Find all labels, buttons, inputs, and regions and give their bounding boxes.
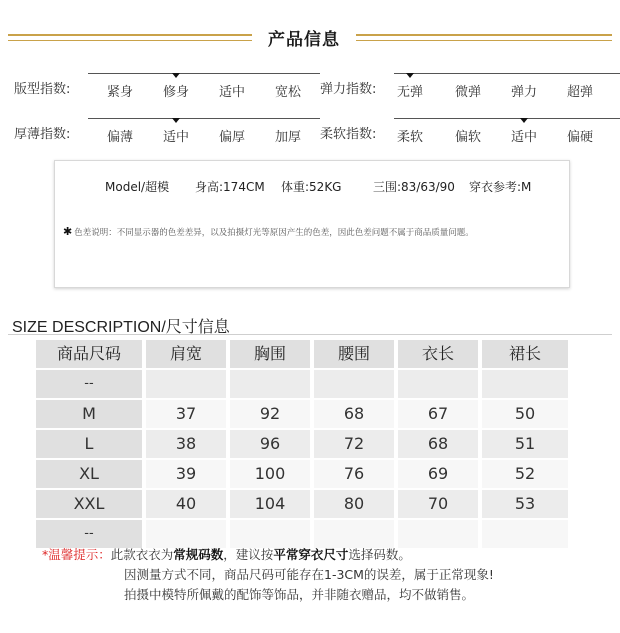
size-table-header-cell: 肩宽: [146, 340, 226, 368]
size-table-cell: L: [36, 430, 142, 458]
table-row: [36, 490, 568, 518]
size-table-cell: M: [36, 400, 142, 428]
size-table-cell: 40: [146, 490, 226, 518]
model-info-box: [54, 160, 570, 288]
size-table-cell: 69: [398, 460, 478, 488]
page-title: 产品信息: [268, 30, 340, 50]
size-table-cell: [398, 520, 478, 548]
size-table-cell: 104: [230, 490, 310, 518]
size-table-cell: 50: [482, 400, 568, 428]
size-table-cell: [482, 370, 568, 398]
indicator-option: 紧身: [106, 85, 134, 100]
size-table-cell: 51: [482, 430, 568, 458]
size-table-cell: [230, 370, 310, 398]
indicator-option: 宽松: [274, 85, 302, 100]
tips-prefix: *温馨提示：: [42, 547, 111, 562]
table-row: [36, 400, 568, 428]
size-table-cell: [398, 370, 478, 398]
size-table-cell: --: [36, 370, 142, 398]
size-table-cell: --: [36, 520, 142, 548]
model-name: Model/超模: [105, 180, 170, 194]
size-table-cell: 37: [146, 400, 226, 428]
size-table-header-cell: 衣长: [398, 340, 478, 368]
table-row: [36, 460, 568, 488]
size-table-cell: 96: [230, 430, 310, 458]
tips-line-1: [42, 545, 494, 565]
indicator-marker-icon: [520, 118, 528, 123]
size-table-cell: 39: [146, 460, 226, 488]
size-table-header-cell: 裙长: [482, 340, 568, 368]
size-table-cell: 38: [146, 430, 226, 458]
size-table-cell: 72: [314, 430, 394, 458]
size-table-cell: 52: [482, 460, 568, 488]
size-table-header-cell: 商品尺码: [36, 340, 142, 368]
color-note: [63, 225, 474, 238]
size-section-title: SIZE DESCRIPTION/尺寸信息: [12, 319, 230, 336]
tips-emphasis: 平常穿衣尺寸: [273, 547, 349, 562]
size-table-cell: [146, 370, 226, 398]
asterisk-icon: ✱: [63, 225, 73, 238]
indicator-option: 偏软: [454, 130, 482, 145]
size-table-cell: 68: [398, 430, 478, 458]
tips-text: 此款衣衣为: [110, 547, 174, 562]
size-table-cell: [230, 520, 310, 548]
tips-line-2: 因测量方式不同，商品尺码可能存在1-3CM的误差，属于正常现象!: [124, 567, 494, 582]
indicator-row: [320, 70, 620, 102]
indicator-option: 超弹: [566, 85, 594, 100]
size-table-cell: 70: [398, 490, 478, 518]
size-table-cell: [482, 520, 568, 548]
indicator-option: 修身: [162, 85, 190, 100]
tips-line-3: 拍摄中模特所佩戴的配饰等饰品，并非随衣赠品，均不做销售。: [124, 587, 475, 602]
indicator-option: 无弹: [396, 85, 424, 100]
size-table-cell: 100: [230, 460, 310, 488]
title-decor-line-right: [356, 34, 612, 41]
size-table-cell: 92: [230, 400, 310, 428]
size-table-header-cell: 腰围: [314, 340, 394, 368]
indicator-option: 弹力: [510, 85, 538, 100]
tips-text: ，建议按: [223, 547, 274, 562]
indicator-scale-line: [394, 118, 620, 119]
size-table-cell: 67: [398, 400, 478, 428]
indicator-scale-line: [394, 73, 620, 74]
indicator-scale: [394, 115, 620, 147]
size-table-cell: XXL: [36, 490, 142, 518]
warm-tips: [42, 545, 494, 605]
size-table-cell: [146, 520, 226, 548]
indicator-option: 偏硬: [566, 130, 594, 145]
tips-text: 选择码数。: [348, 547, 411, 562]
indicator-marker-icon: [172, 73, 180, 78]
indicator-row: [14, 115, 320, 147]
indicator-scale-line: [88, 118, 320, 119]
table-row: [36, 370, 568, 398]
indicator-option: 偏薄: [106, 130, 134, 145]
section-title-row: [0, 22, 620, 52]
indicator-option: 柔软: [396, 130, 424, 145]
model-weight: 体重:52KG: [281, 180, 342, 194]
size-table-cell: 53: [482, 490, 568, 518]
indicator-option: 适中: [218, 85, 246, 100]
indicator-scale: [88, 70, 320, 102]
table-row: [36, 520, 568, 548]
indicator-option: 微弹: [454, 85, 482, 100]
indicator-row: [320, 115, 620, 147]
table-row: [36, 430, 568, 458]
indicator-option: 适中: [510, 130, 538, 145]
size-table-cell: 76: [314, 460, 394, 488]
indicator-option: 加厚: [274, 130, 302, 145]
indicator-label: 版型指数:: [14, 82, 71, 97]
indicator-label: 柔软指数:: [320, 127, 377, 142]
model-measurements: 三围:83/63/90: [373, 180, 455, 194]
color-note-text: 色差说明：不同显示器的色差差异，以及拍摄灯光等原因产生的色差，因此色差问题不属于商品质量问题。: [74, 228, 474, 238]
model-size-ref: 穿衣参考:M: [469, 180, 532, 194]
indicator-option: 偏厚: [218, 130, 246, 145]
indicator-label: 弹力指数:: [320, 82, 377, 97]
size-table-header: [36, 340, 568, 368]
size-section-divider: [8, 334, 612, 335]
indicator-scale: [394, 70, 620, 102]
tips-emphasis: 常规码数: [173, 547, 224, 562]
title-decor-line-left: [8, 34, 252, 41]
indicator-scale: [88, 115, 320, 147]
size-table-cell: [314, 520, 394, 548]
size-table-header-cell: 胸围: [230, 340, 310, 368]
model-height: 身高:174CM: [195, 180, 265, 194]
size-table-cell: 68: [314, 400, 394, 428]
indicator-option: 适中: [162, 130, 190, 145]
indicator-label: 厚薄指数:: [14, 127, 71, 142]
indicator-row: [14, 70, 320, 102]
size-table-cell: [314, 370, 394, 398]
indicator-marker-icon: [172, 118, 180, 123]
indicator-marker-icon: [406, 73, 414, 78]
indicator-scale-line: [88, 73, 320, 74]
size-table-cell: XL: [36, 460, 142, 488]
size-table-cell: 80: [314, 490, 394, 518]
